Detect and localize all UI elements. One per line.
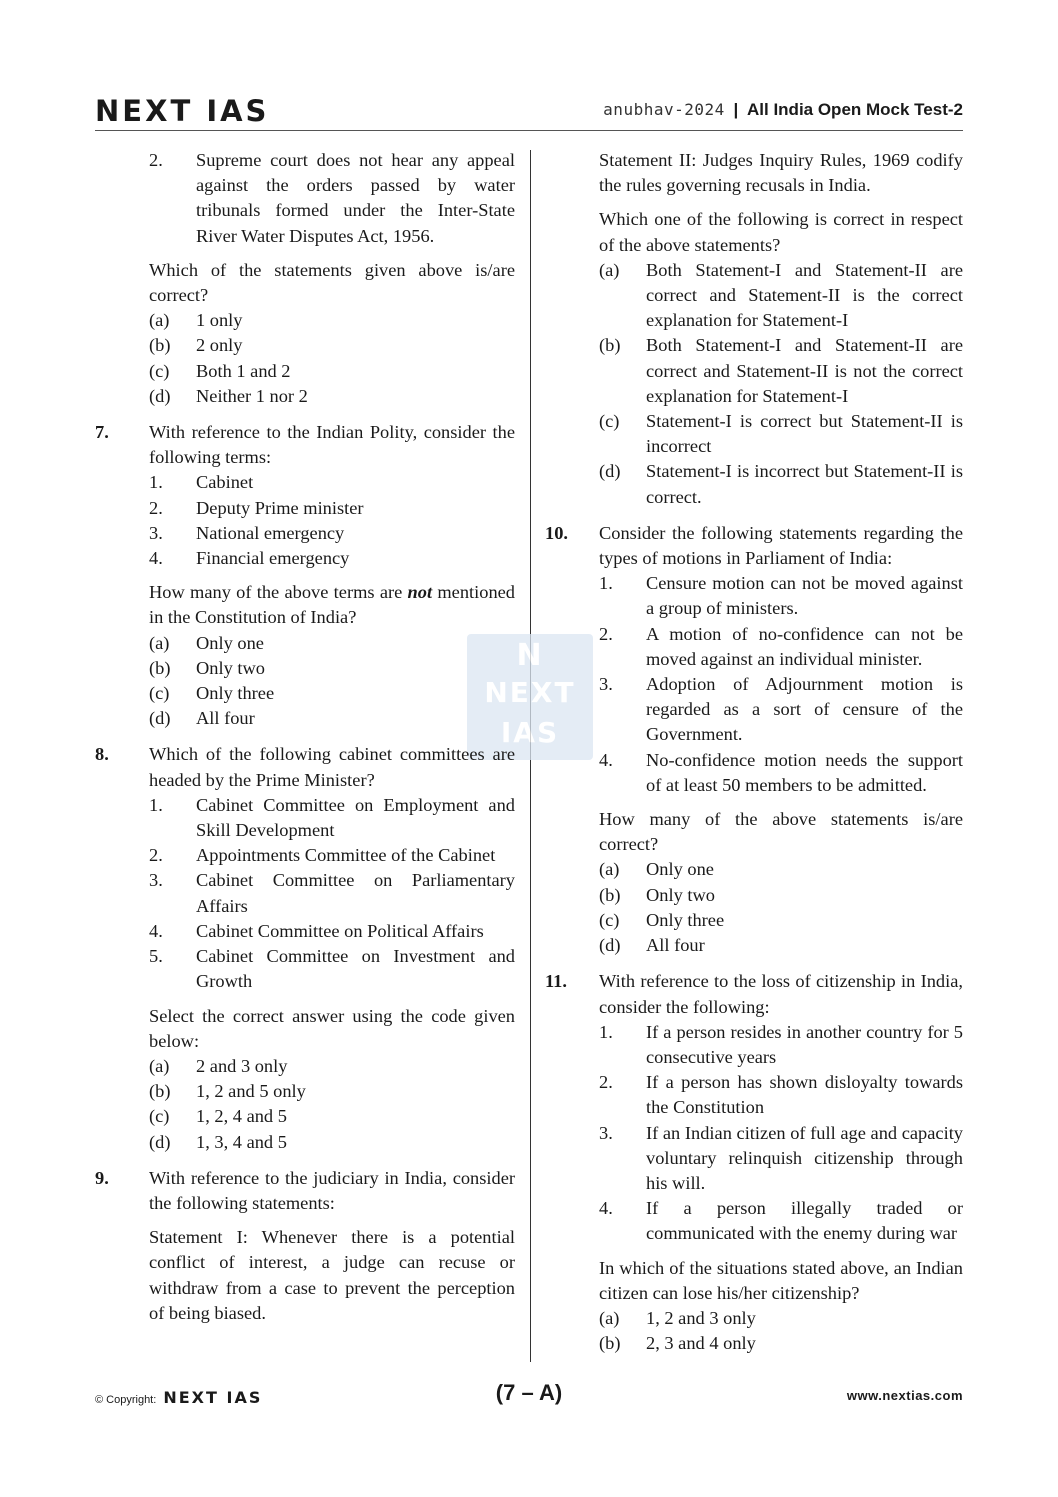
q9-option-c[interactable]: (c) Statement-I is correct but Statement-II is incorrect <box>599 411 963 457</box>
q11-stem: With reference to the loss of citizenship in India, consider the following: <box>599 971 963 1017</box>
q10-stem: Consider the following statements regarding the types of motions in Parliament of India: <box>599 522 963 569</box>
q7-item-4: 4. Financial emergency <box>149 548 350 569</box>
q9-option-a[interactable]: (a) Both Statement-I and Statement-II are correct and Statement-II is the correct explanation for Statement-I <box>599 259 963 331</box>
page-header <box>95 92 963 131</box>
q8-number: 8. <box>95 744 109 765</box>
right-column <box>545 148 963 1356</box>
q6-ask: Which of the statements given above is/are correct? <box>149 259 515 306</box>
q8-option-c[interactable]: (c) 1, 2, 4 and 5 <box>149 1106 287 1127</box>
q10-item-4: 4. No-confidence motion needs the support of at least 50 members to be admitted. <box>599 749 963 795</box>
q10-item-3: 3. Adoption of Adjournment motion is regarded as a sort of censure of the Government. <box>599 674 963 745</box>
q8-item-1: 1. Cabinet Committee on Employment and Skill Development <box>149 794 515 841</box>
series-name: anubhav-2024 <box>603 100 725 119</box>
q11-option-b[interactable]: (b) 2, 3 and 4 only <box>599 1333 756 1354</box>
q11-number: 11. <box>545 971 567 992</box>
q8-stem: Which of the following cabinet committees are headed by the Prime Minister? <box>149 744 515 790</box>
q8-item-5: 5. Cabinet Committee on Investment and Growth <box>149 946 515 992</box>
watermark-line3: IAS <box>500 716 560 749</box>
q11-item-2: 2. If a person has shown disloyalty towards the Constitution <box>599 1072 963 1118</box>
q7-ask: How many of the above terms are not mentioned in the Constitution of India? <box>149 582 515 628</box>
q11-ask: In which of the situations stated above, an Indian citizen can lose his/her citizenship? <box>599 1257 963 1303</box>
copyright: © Copyright: NEXT IAS <box>95 1388 263 1407</box>
watermark-line1: N <box>516 638 544 673</box>
q10-option-c[interactable]: (c) Only three <box>599 909 725 930</box>
header-title <box>603 100 963 120</box>
q9-ask: Which one of the following is correct in respect of the above statements? <box>599 209 963 255</box>
q7-item-3: 3. National emergency <box>149 522 345 543</box>
next-ias-logo: NEXT IAS <box>95 94 270 128</box>
q9-stem: With reference to the judiciary in India, consider the following statements: <box>149 1167 515 1213</box>
q8-option-a[interactable]: (a) 2 and 3 only <box>149 1055 288 1076</box>
header-separator: | <box>733 100 739 119</box>
q11-item-3: 3. If an Indian citizen of full age and capacity voluntary relinquish citizenship through his will. <box>599 1122 963 1193</box>
question-10 <box>545 521 963 571</box>
test-title: All India Open Mock Test-2 <box>747 100 963 119</box>
q8-option-d[interactable]: (d) 1, 3, 4 and 5 <box>149 1131 287 1152</box>
q9-number: 9. <box>95 1167 109 1188</box>
watermark-line2: NEXT <box>484 676 576 709</box>
q6-statement-2: 2. Supreme court does not hear any appeal against the orders passed by water tribunals formed under the Inter-State River Water Disputes Act, 1956. <box>149 150 515 246</box>
q8-item-2: 2. Appointments Committee of the Cabinet <box>149 845 496 866</box>
q7-option-c[interactable]: (c) Only three <box>149 683 275 704</box>
q9-statement-1: Statement I: Whenever there is a potential conflict of interest, a judge can recuse or withdraw from a case to prevent the perception of being biased. <box>149 1227 515 1323</box>
q6-option-b[interactable]: (b) 2 only <box>149 335 243 356</box>
page-footer <box>95 1380 963 1410</box>
q11-item-4: 4. If a person illegally traded or communicated with the enemy during war <box>599 1198 963 1244</box>
q10-option-a[interactable]: (a) Only one <box>599 859 714 880</box>
q6-option-a[interactable]: (a) 1 only <box>149 310 243 331</box>
q10-ask: How many of the above statements is/are correct? <box>599 809 963 855</box>
q6-option-d[interactable]: (d) Neither 1 nor 2 <box>149 385 308 406</box>
question-11 <box>545 969 963 1019</box>
q10-option-d[interactable]: (d) All four <box>599 935 705 956</box>
q8-item-4: 4. Cabinet Committee on Political Affairs <box>149 920 484 941</box>
q8-ask: Select the correct answer using the code given below: <box>149 1005 515 1051</box>
q8-item-3: 3. Cabinet Committee on Parliamentary Affairs <box>149 870 515 916</box>
q10-number: 10. <box>545 522 568 543</box>
q6-option-c[interactable]: (c) Both 1 and 2 <box>149 360 291 381</box>
q10-item-2: 2. A motion of no-confidence can not be moved against an individual minister. <box>599 623 963 669</box>
question-9 <box>95 1166 515 1216</box>
footer-logo: NEXT IAS <box>163 1388 263 1407</box>
q10-option-b[interactable]: (b) Only two <box>599 884 715 905</box>
question-8 <box>95 742 515 792</box>
q7-number: 7. <box>95 422 109 443</box>
q9-option-d[interactable]: (d) Statement-I is incorrect but Statement-II is correct. <box>599 461 963 507</box>
q11-item-1: 1. If a person resides in another country for 5 consecutive years <box>599 1021 963 1067</box>
q11-option-a[interactable]: (a) 1, 2 and 3 only <box>599 1307 756 1328</box>
website-link[interactable]: www.nextias.com <box>846 1388 963 1403</box>
q7-item-1: 1. Cabinet <box>149 472 254 493</box>
q7-option-d[interactable]: (d) All four <box>149 708 255 729</box>
q9-option-b[interactable]: (b) Both Statement-I and Statement-II are correct and Statement-II is not the correct explanation for Statement-I <box>599 335 963 406</box>
q7-stem: With reference to the Indian Polity, consider the following terms: <box>149 422 515 468</box>
question-7 <box>95 420 515 470</box>
q9-statement-2: Statement II: Judges Inquiry Rules, 1969 codify the rules governing recusals in India. <box>599 150 963 196</box>
q10-item-1: 1. Censure motion can not be moved against a group of ministers. <box>599 573 963 619</box>
q7-option-b[interactable]: (b) Only two <box>149 657 265 678</box>
left-column <box>95 148 515 1326</box>
q8-option-b[interactable]: (b) 1, 2 and 5 only <box>149 1081 306 1102</box>
q7-item-2: 2. Deputy Prime minister <box>149 497 364 518</box>
page-number: (7 – A) <box>495 1380 563 1405</box>
q7-option-a[interactable]: (a) Only one <box>149 632 264 653</box>
